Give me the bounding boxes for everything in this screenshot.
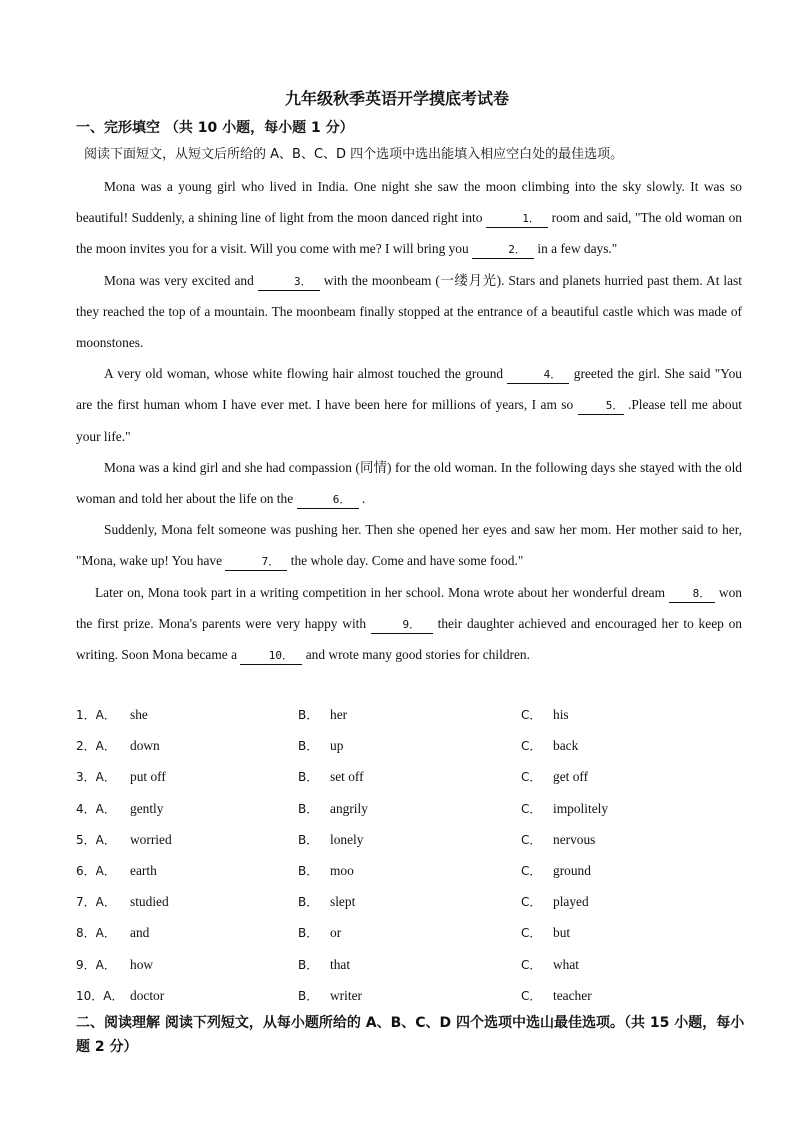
option-c-label: C．: [521, 926, 542, 941]
passage-paragraph-5: [76, 514, 742, 576]
option-b-label: B．: [298, 739, 319, 754]
blank-6: 6．: [297, 492, 359, 509]
option-row: [76, 952, 756, 983]
option-c: teacher: [553, 987, 592, 1003]
option-b: lonely: [330, 831, 364, 847]
option-b: that: [330, 956, 351, 972]
option-b-label: B．: [298, 863, 319, 878]
option-row: [76, 983, 756, 1014]
option-row: [76, 796, 756, 827]
option-c: impolitely: [553, 800, 609, 816]
passage-text: with the moonbeam (一缕月光). Stars and planets hurried past them. At last they reached the top of a mountain. The moonbeam finally stopped at the entrance of a beautiful castle which was made of moonstones.: [76, 272, 742, 351]
exam-title: 九年级秋季英语开学摸底考试卷: [284, 89, 509, 108]
passage-text: greeted the girl. She said "You are the first human whom I have ever met. I have been here for millions of years, I am so: [76, 366, 742, 413]
blank-4: 4．: [507, 367, 569, 384]
option-c-label: C．: [521, 832, 542, 847]
passage-text: Mona was very excited and: [104, 272, 258, 288]
passage-text: A very old woman, whose white flowing hair almost touched the ground: [104, 366, 508, 382]
passage-text: Mona was a kind girl and she had compassion (同情) for the old woman. In the following days she stayed with the old woman and told her about the life on the: [76, 459, 742, 507]
option-c-label: C．: [521, 708, 542, 722]
option-b: her: [330, 707, 348, 722]
passage-text: in a few days.": [534, 241, 618, 257]
option-c: back: [553, 738, 579, 754]
passage-paragraph-4: [76, 452, 742, 514]
option-c-label: C．: [521, 863, 542, 878]
option-c: what: [553, 956, 580, 972]
option-c-label: C．: [521, 988, 542, 1003]
option-row: [76, 764, 756, 795]
option-b: set off: [330, 769, 364, 785]
passage-text: Later on, Mona took part in a writing competition in her school. Mona wrote about her wonderful dream: [95, 584, 669, 600]
question-number: 10．A．: [76, 988, 124, 1003]
option-c-label: C．: [521, 801, 542, 816]
option-b-label: B．: [298, 708, 319, 722]
section2-heading: 二、阅读理解 阅读下列短文，从每小题所给的 A、B、C、D 四个选项中选山最佳选项。（共 15 小题，每小题 2 分）: [76, 1015, 745, 1055]
question-number: 2．A．: [76, 739, 116, 754]
passage-paragraph-2: [76, 265, 742, 359]
cloze-passage: [76, 171, 742, 670]
option-b-label: B．: [298, 801, 319, 816]
option-a: earth: [130, 862, 157, 878]
option-row: [76, 827, 756, 858]
passage-text: Suddenly, Mona felt someone was pushing her. Then she opened her eyes and saw her mom. Her mother said to her, "Mona, wake up! You have: [76, 522, 742, 569]
option-c-label: C．: [521, 957, 542, 972]
question-number: 1．A．: [76, 708, 116, 722]
blank-1: 1．: [486, 211, 548, 228]
option-b-label: B．: [298, 832, 319, 847]
option-row: [76, 733, 756, 764]
passage-text: won the first prize. Mona's parents were very happy with: [76, 584, 742, 631]
option-c: ground: [553, 862, 591, 878]
option-b: or: [330, 925, 342, 941]
option-c: but: [553, 925, 571, 941]
question-number: 8．A．: [76, 926, 116, 941]
option-c-label: C．: [521, 739, 542, 754]
passage-paragraph-3: [76, 358, 742, 452]
option-row: [76, 858, 756, 889]
blank-10: 10．: [240, 648, 302, 665]
question-number: 3．A．: [76, 770, 116, 785]
answer-options: [76, 702, 756, 1014]
option-a: worried: [130, 831, 172, 847]
option-b-label: B．: [298, 926, 319, 941]
option-c: played: [553, 894, 589, 910]
option-b-label: B．: [298, 957, 319, 972]
option-a: gently: [130, 800, 164, 816]
passage-text: and wrote many good stories for children.: [302, 647, 530, 663]
blank-8: 8．: [669, 586, 715, 603]
passage-paragraph-1: [76, 171, 742, 265]
option-c-label: C．: [521, 770, 542, 785]
passage-text: .Please tell me about your life.": [76, 397, 742, 444]
option-row: [76, 889, 756, 920]
option-b: moo: [330, 862, 354, 878]
blank-7: 7．: [225, 554, 287, 571]
passage-text: their daughter achieved and encouraged her to keep on writing. Soon Mona became a: [76, 615, 742, 663]
option-row: [76, 920, 756, 951]
option-a: doctor: [130, 987, 165, 1003]
passage-text: Mona was a young girl who lived in India. One night she saw the moon climbing into the sky slowly. It was so beautiful! Suddenly, a shining line of light from the moon danced right into: [76, 179, 742, 226]
passage-text: room and said, "The old woman on the moon invites you for a visit. Will you come with me? I will bring you: [76, 210, 742, 257]
option-c-label: C．: [521, 895, 542, 910]
blank-3: 3．: [258, 274, 320, 291]
passage-text: the whole day. Come and have some food.": [287, 553, 524, 569]
option-a: how: [130, 956, 154, 972]
blank-2: 2．: [472, 242, 534, 259]
option-a: and: [130, 925, 150, 941]
passage-paragraph-6: [76, 577, 742, 671]
question-number: 5．A．: [76, 832, 116, 847]
question-number: 7．A．: [76, 895, 116, 910]
option-a: she: [130, 707, 148, 722]
option-b: up: [330, 738, 344, 754]
option-a: studied: [130, 894, 169, 910]
question-number: 4．A．: [76, 801, 116, 816]
option-b: writer: [330, 987, 362, 1003]
option-b-label: B．: [298, 895, 319, 910]
option-a: put off: [130, 769, 166, 785]
option-b: angrily: [330, 800, 368, 816]
question-number: 6．A．: [76, 863, 116, 878]
section1-heading: 一、完形填空 （共 10 小题，每小题 1 分）: [76, 120, 354, 136]
option-a: down: [130, 738, 160, 754]
passage-text: .: [358, 491, 366, 507]
option-row: [76, 702, 756, 733]
option-c: get off: [553, 769, 589, 785]
blank-9: 9．: [371, 617, 433, 634]
blank-5: 5．: [578, 398, 624, 415]
section1-instruction: 阅读下面短文，从短文后所给的 A、B、C、D 四个选项中选出能填入相应空白处的最佳选项。: [84, 147, 624, 162]
question-number: 9．A．: [76, 957, 116, 972]
option-c: nervous: [553, 831, 596, 847]
option-b-label: B．: [298, 770, 319, 785]
option-b: slept: [330, 894, 356, 910]
option-b-label: B．: [298, 988, 319, 1003]
option-c: his: [553, 707, 569, 722]
